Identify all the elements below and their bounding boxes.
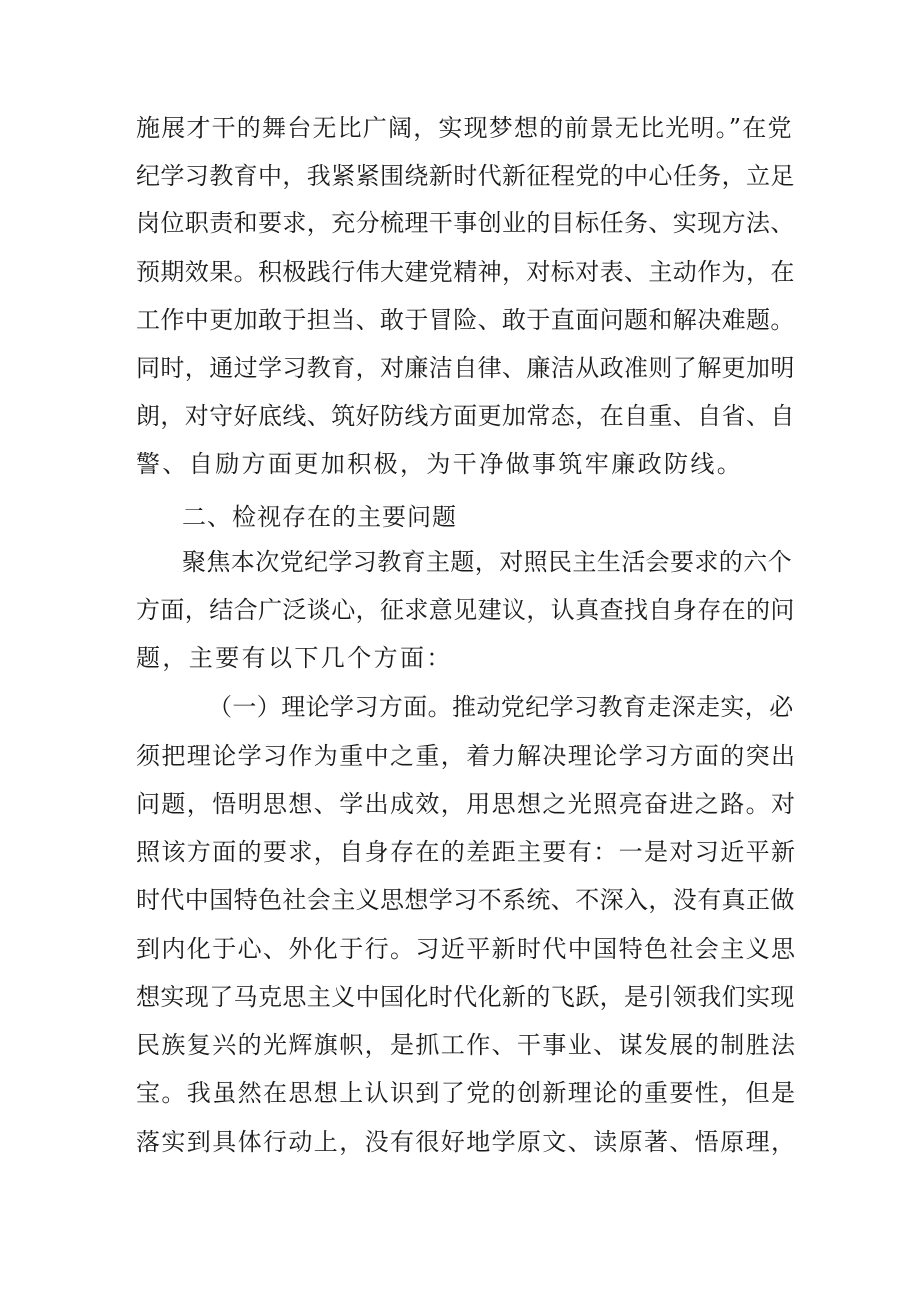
paragraph-line: 宝。我虽然在思想上认识到了党的创新理论的重要性，但是 — [136, 1079, 797, 1107]
paragraph-line: 施展才干的舞台无比广阔，实现梦想的前景无比光明。”在党 — [136, 114, 793, 142]
paragraph-line: 工作中更加敢于担当、敢于冒险、敢于直面问题和解决难题。 — [136, 306, 795, 334]
paragraph-line: （一）理论学习方面。推动党纪学习教育走深走实，必 — [208, 693, 794, 721]
section-heading: 二、检视存在的主要问题 — [182, 503, 457, 531]
paragraph-line: 题，主要有以下几个方面： — [136, 644, 453, 672]
paragraph-line: 照该方面的要求，自身存在的差距主要有：一是对习近平新 — [136, 838, 797, 866]
paragraph-line: 同时，通过学习教育，对廉洁自律、廉洁从政准则了解更加明 — [136, 354, 795, 382]
paragraph-line: 预期效果。积极践行伟大建党精神，对标对表、主动作为，在 — [136, 258, 795, 286]
paragraph-line: 岗位职责和要求，充分梳理干事创业的目标任务、实现方法、 — [136, 209, 795, 237]
paragraph-line: 警、自励方面更加积极，为干净做事筑牢廉政防线。 — [136, 450, 744, 478]
paragraph-line: 聚焦本次党纪学习教育主题，对照民主生活会要求的六个 — [182, 548, 792, 576]
paragraph-line: 到内化于心、外化于行。习近平新时代中国特色社会主义思 — [136, 935, 797, 963]
paragraph-line: 民族复兴的光辉旗帜，是抓工作、干事业、谋发展的制胜法 — [136, 1031, 797, 1059]
paragraph-line: 方面，结合广泛谈心，征求意见建议，认真查找自身存在的问 — [136, 596, 795, 624]
paragraph-line: 朗，对守好底线、筑好防线方面更加常态，在自重、自省、自 — [136, 402, 795, 430]
paragraph-line: 纪学习教育中，我紧紧围绕新时代新征程党的中心任务，立足 — [136, 162, 795, 190]
paragraph-line: 问题，悟明思想、学出成效，用思想之光照亮奋进之路。对 — [136, 790, 797, 818]
paragraph-line: 须把理论学习作为重中之重，着力解决理论学习方面的突出 — [136, 742, 797, 770]
paragraph-line: 时代中国特色社会主义思想学习不系统、不深入，没有真正做 — [136, 886, 795, 914]
paragraph-line: 想实现了马克思主义中国化时代化新的飞跃，是引领我们实现 — [136, 983, 795, 1011]
paragraph-line: 落实到具体行动上，没有很好地学原文、读原著、悟原理， — [136, 1128, 797, 1156]
